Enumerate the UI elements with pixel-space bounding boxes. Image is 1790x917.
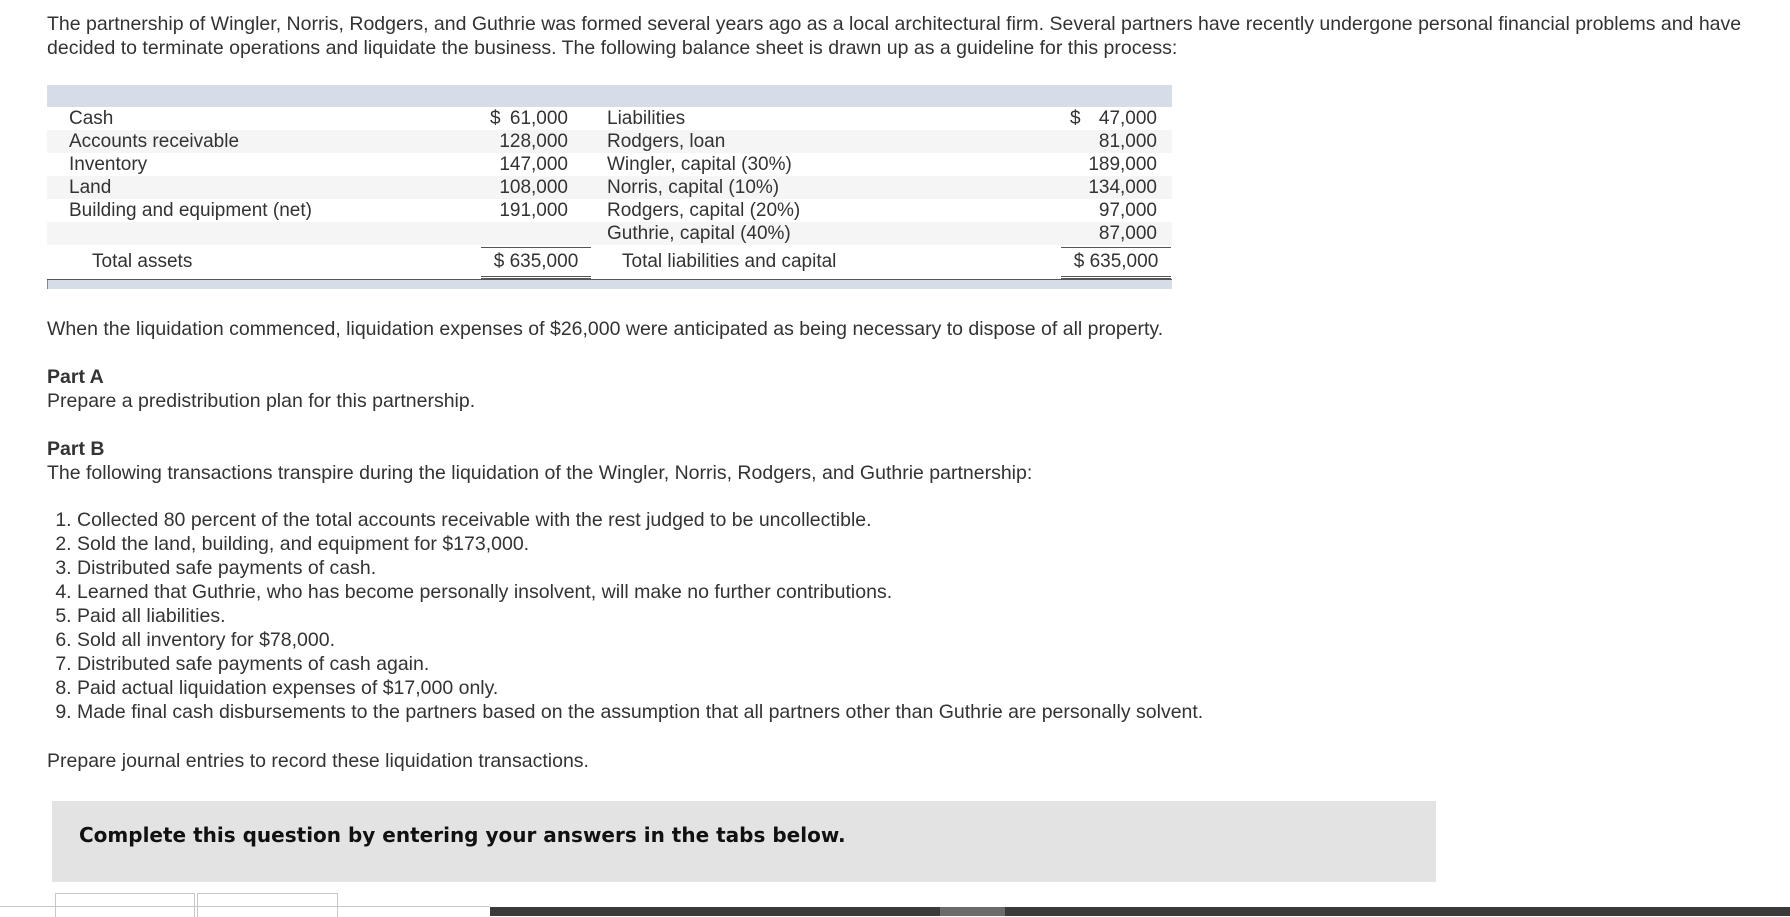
transaction-item: 3. Distributed safe payments of cash. [77, 556, 1203, 580]
balance-sheet-row [47, 130, 1172, 153]
transaction-item: 6. Sold all inventory for $78,000. [77, 628, 1203, 652]
part-b-text: The following transactions transpire during the liquidation of the Wingler, Norris, Rodgers, and Guthrie partnership: [47, 462, 1033, 484]
transaction-item: 7. Distributed safe payments of cash again. [77, 652, 1203, 676]
liability-value: 81,000 [1098, 131, 1157, 152]
liability-dollar-sign: $ [1070, 108, 1081, 129]
total-liabilities-label: Total liabilities and capital [622, 251, 837, 272]
tab-part-a[interactable] [55, 893, 195, 917]
balance-sheet-row [47, 153, 1172, 176]
total-liabilities-value: $ 635,000 [1061, 247, 1171, 279]
part-a-title: Part A [47, 366, 104, 388]
balance-sheet-row [47, 176, 1172, 199]
liability-value: 97,000 [1098, 200, 1157, 221]
liability-label: Rodgers, loan [607, 131, 726, 152]
liability-label: Guthrie, capital (40%) [607, 223, 791, 244]
balance-sheet-total-row [47, 245, 1172, 280]
asset-value: 191,000 [499, 200, 568, 221]
balance-sheet-row [47, 107, 1172, 130]
balance-sheet-row [47, 222, 1172, 245]
asset-label: Cash [69, 108, 114, 129]
transaction-item: 5. Paid all liabilities. [77, 604, 1203, 628]
asset-value: 61,000 [509, 108, 568, 129]
journal-instructions: Prepare journal entries to record these liquidation transactions. [47, 750, 589, 772]
part-b-title: Part B [47, 438, 105, 460]
horizontal-scrollbar[interactable] [490, 907, 1790, 916]
balance-sheet [47, 85, 1172, 289]
balance-sheet-footer-bar [47, 280, 1172, 289]
instructions-banner [52, 801, 1436, 882]
liability-value: 47,000 [1098, 108, 1157, 129]
asset-dollar-sign: $ [490, 108, 501, 129]
asset-value: 108,000 [499, 177, 568, 198]
liability-value: 189,000 [1088, 154, 1157, 175]
liability-label: Liabilities [607, 108, 686, 129]
liability-label: Rodgers, capital (20%) [607, 200, 801, 221]
tab-part-b[interactable] [197, 893, 338, 917]
expenses-paragraph: When the liquidation commenced, liquidation expenses of $26,000 were anticipated as being necessary to dispose of all property. [47, 318, 1164, 340]
liability-label: Norris, capital (10%) [607, 177, 780, 198]
asset-value: 147,000 [499, 154, 568, 175]
asset-label: Accounts receivable [69, 131, 240, 152]
banner-text: Complete this question by entering your answers in the tabs below. [79, 823, 846, 847]
asset-label: Building and equipment (net) [69, 200, 312, 221]
transaction-item: 9. Made final cash disbursements to the partners based on the assumption that all partners other than Guthrie are personally solvent. [77, 700, 1203, 724]
asset-label: Inventory [69, 154, 148, 175]
balance-sheet-row [47, 199, 1172, 222]
liability-value: 134,000 [1088, 177, 1157, 198]
balance-sheet-header-bar [47, 85, 1172, 107]
transaction-item: 1. Collected 80 percent of the total accounts receivable with the rest judged to be uncollectible. [77, 508, 1203, 532]
transaction-item: 8. Paid actual liquidation expenses of $17,000 only. [77, 676, 1203, 700]
scrollbar-thumb[interactable] [940, 907, 1005, 916]
asset-label: Land [69, 177, 112, 198]
liability-label: Wingler, capital (30%) [607, 154, 792, 175]
transaction-list [47, 508, 1203, 724]
transaction-item: 4. Learned that Guthrie, who has become personally insolvent, will make no further contributions. [77, 580, 1203, 604]
tab-strip-divider [0, 906, 490, 907]
intro-paragraph: The partnership of Wingler, Norris, Rodgers, and Guthrie was formed several years ago as a local architectural firm. Several partners have recently undergone personal financial problems and have decided to terminate operations and liquidate the business. The following balance sheet is drawn up as a guideline for this process: [47, 13, 1742, 59]
part-a-text: Prepare a predistribution plan for this partnership. [47, 390, 476, 412]
asset-value: 128,000 [499, 131, 568, 152]
total-assets-value: $ 635,000 [481, 247, 591, 279]
liability-value: 87,000 [1098, 223, 1157, 244]
transaction-item: 2. Sold the land, building, and equipment for $173,000. [77, 532, 1203, 556]
total-assets-label: Total assets [92, 251, 193, 272]
